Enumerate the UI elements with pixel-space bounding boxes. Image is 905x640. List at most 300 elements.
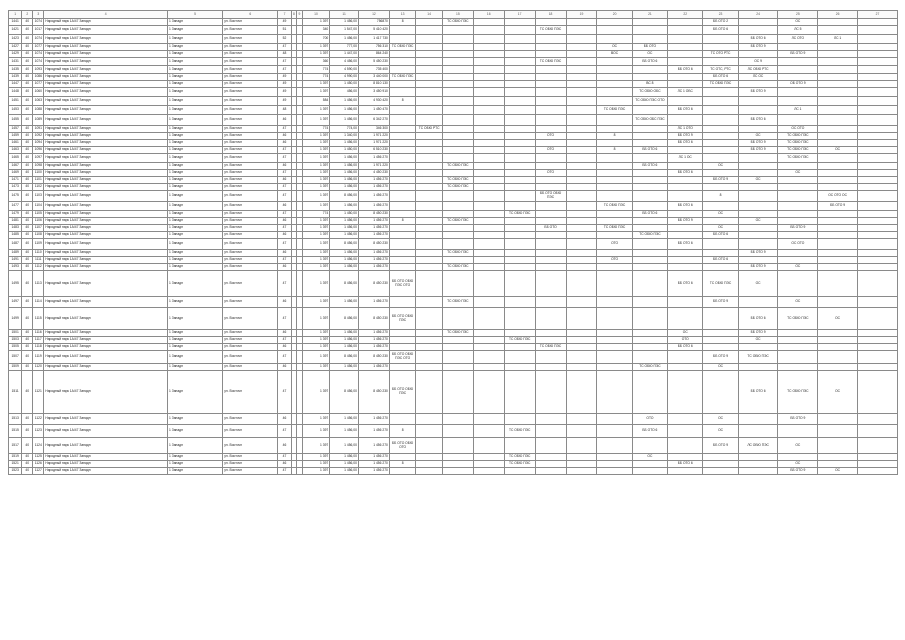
table-cell[interactable]: 1483 [9, 225, 22, 232]
table-cell[interactable]: 1 397 [302, 163, 330, 170]
table-cell[interactable] [566, 330, 597, 337]
table-cell[interactable] [442, 147, 473, 154]
table-cell[interactable]: ул. Восточн [223, 218, 278, 225]
table-cell[interactable] [818, 126, 858, 133]
table-cell[interactable] [597, 163, 632, 170]
table-cell[interactable]: ул. Восточн [223, 337, 278, 344]
table-cell[interactable]: 1 456,00 [330, 19, 359, 26]
table-cell[interactable]: 1501 [9, 330, 22, 337]
table-cell[interactable] [703, 330, 738, 337]
table-cell[interactable]: 1523 [9, 468, 22, 475]
table-cell[interactable]: 1 Западн [167, 88, 222, 97]
table-cell[interactable] [416, 364, 443, 371]
table-cell[interactable]: 1 Западн [167, 232, 222, 239]
table-cell[interactable]: 40 [22, 344, 33, 351]
table-cell[interactable]: ОТО [597, 257, 632, 264]
table-cell[interactable]: 1 456,00 [330, 154, 359, 163]
table-cell[interactable]: 47 [278, 184, 291, 191]
table-cell[interactable]: ул. Восточн [223, 126, 278, 133]
table-cell[interactable]: ОС [738, 177, 778, 184]
table-cell[interactable] [632, 264, 667, 271]
table-cell[interactable]: ОС [778, 19, 818, 26]
table-cell[interactable]: 1 456 270 [358, 330, 389, 337]
table-row[interactable] [9, 97, 898, 106]
table-row[interactable] [9, 170, 898, 177]
table-cell[interactable]: 1507 [9, 351, 22, 364]
table-cell[interactable] [857, 264, 897, 271]
table-cell[interactable] [818, 337, 858, 344]
table-cell[interactable]: ТС ОБЮ ОБС ПЭС [632, 115, 667, 126]
table-cell[interactable]: ББ ОТО [632, 44, 667, 51]
table-cell[interactable]: 1 456,00 [330, 140, 359, 147]
table-cell[interactable] [416, 58, 443, 66]
table-cell[interactable]: 1 397 [302, 51, 330, 58]
table-cell[interactable]: 1 397 [302, 147, 330, 154]
table-cell[interactable] [632, 271, 667, 297]
table-cell[interactable]: ул. Восточн [223, 170, 278, 177]
table-cell[interactable]: 1 Западн [167, 44, 222, 51]
table-cell[interactable] [703, 337, 738, 344]
table-cell[interactable]: 1 456,00 [330, 163, 359, 170]
table-cell[interactable] [597, 271, 632, 297]
table-cell[interactable]: ТС ОБЮ РТС [416, 126, 443, 133]
table-cell[interactable]: 1 456,00 [330, 264, 359, 271]
table-cell[interactable]: ул. Восточн [223, 371, 278, 414]
table-cell[interactable]: 1 397 [302, 438, 330, 454]
table-cell[interactable] [738, 232, 778, 239]
table-row[interactable] [9, 133, 898, 140]
table-cell[interactable]: 4 456,00 [330, 58, 359, 66]
table-cell[interactable] [535, 184, 566, 191]
table-cell[interactable]: 1 Западн [167, 170, 222, 177]
table-cell[interactable]: ул. Восточн [223, 51, 278, 58]
table-cell[interactable]: 1 397 [302, 364, 330, 371]
table-cell[interactable]: 46 [278, 163, 291, 170]
table-cell[interactable] [703, 202, 738, 211]
table-cell[interactable] [442, 211, 473, 218]
table-cell[interactable] [389, 211, 416, 218]
table-row[interactable] [9, 191, 898, 202]
table-cell[interactable]: 40 [22, 147, 33, 154]
column-header[interactable]: 2 [22, 11, 33, 19]
table-row[interactable] [9, 271, 898, 297]
table-cell[interactable] [566, 468, 597, 475]
table-cell[interactable] [818, 211, 858, 218]
table-cell[interactable] [566, 44, 597, 51]
table-cell[interactable] [818, 140, 858, 147]
table-cell[interactable]: ул. Восточн [223, 81, 278, 88]
table-cell[interactable] [504, 177, 535, 184]
table-cell[interactable] [818, 218, 858, 225]
table-cell[interactable]: 1 397 [302, 371, 330, 414]
table-cell[interactable] [504, 232, 535, 239]
table-cell[interactable]: 1451 [9, 97, 22, 106]
table-cell[interactable] [857, 371, 897, 414]
table-cell[interactable]: ББ ОТО 6 [738, 35, 778, 44]
table-cell[interactable]: ББ ОТО 9 [778, 468, 818, 475]
table-cell[interactable]: 1124 [33, 438, 44, 454]
table-cell[interactable] [818, 438, 858, 454]
table-cell[interactable]: ББ ОТО 6 [632, 425, 667, 438]
table-cell[interactable] [389, 26, 416, 35]
table-cell[interactable] [597, 414, 632, 425]
table-cell[interactable] [632, 330, 667, 337]
table-cell[interactable] [818, 264, 858, 271]
table-cell[interactable]: ТС ОБЮ ПЭС [442, 163, 473, 170]
table-cell[interactable]: 40 [22, 88, 33, 97]
table-cell[interactable]: ОС [738, 218, 778, 225]
table-cell[interactable]: 3 440 000 [358, 74, 389, 81]
table-row[interactable] [9, 232, 898, 239]
table-cell[interactable]: ул. Восточн [223, 330, 278, 337]
table-cell[interactable]: ТС ОБЮ ПЭС [442, 264, 473, 271]
table-row[interactable] [9, 147, 898, 154]
table-cell[interactable]: ОС [818, 308, 858, 330]
table-cell[interactable]: 1110 [33, 250, 44, 257]
table-cell[interactable] [857, 163, 897, 170]
table-cell[interactable] [703, 468, 738, 475]
table-cell[interactable]: ТС ОБЮ ПЭС [778, 140, 818, 147]
table-cell[interactable] [416, 154, 443, 163]
table-cell[interactable]: 1 456 270 [358, 344, 389, 351]
table-cell[interactable] [597, 115, 632, 126]
table-cell[interactable] [597, 58, 632, 66]
table-cell[interactable]: Народный парк 1А/47 Западн [44, 330, 168, 337]
table-cell[interactable]: 40 [22, 26, 33, 35]
table-cell[interactable] [632, 468, 667, 475]
table-cell[interactable]: 1461 [9, 140, 22, 147]
table-cell[interactable] [818, 97, 858, 106]
table-cell[interactable]: ББ ОТО 6 [703, 74, 738, 81]
table-cell[interactable] [778, 232, 818, 239]
table-cell[interactable] [416, 438, 443, 454]
table-cell[interactable]: 1 971 220 [358, 133, 389, 140]
table-cell[interactable]: Народный парк 1А/47 Западн [44, 351, 168, 364]
table-cell[interactable] [668, 184, 703, 191]
table-cell[interactable]: ББ ОТО 9 [778, 51, 818, 58]
table-cell[interactable] [504, 106, 535, 115]
table-cell[interactable]: 1115 [33, 308, 44, 330]
table-cell[interactable]: Народный парк 1А/47 Западн [44, 74, 168, 81]
table-row[interactable] [9, 351, 898, 364]
table-cell[interactable] [738, 468, 778, 475]
table-cell[interactable] [857, 133, 897, 140]
table-cell[interactable] [566, 239, 597, 250]
table-cell[interactable] [442, 371, 473, 414]
table-cell[interactable] [597, 425, 632, 438]
table-cell[interactable] [416, 337, 443, 344]
table-cell[interactable]: ТС ОБЮ ПЭС [442, 184, 473, 191]
table-cell[interactable]: 47 [278, 425, 291, 438]
table-cell[interactable]: 1 397 [302, 218, 330, 225]
table-cell[interactable]: Народный парк 1А/47 Западн [44, 163, 168, 170]
table-cell[interactable]: 1103 [33, 191, 44, 202]
table-cell[interactable] [632, 344, 667, 351]
table-cell[interactable] [597, 81, 632, 88]
table-cell[interactable] [442, 351, 473, 364]
table-cell[interactable]: Народный парк 1А/47 Западн [44, 66, 168, 74]
table-cell[interactable] [416, 425, 443, 438]
table-cell[interactable] [566, 454, 597, 461]
table-cell[interactable]: 1481 [9, 218, 22, 225]
table-cell[interactable] [504, 133, 535, 140]
table-cell[interactable]: ул. Восточн [223, 239, 278, 250]
table-cell[interactable]: 1 Западн [167, 163, 222, 170]
table-cell[interactable] [818, 414, 858, 425]
column-header[interactable]: 15 [442, 11, 473, 19]
table-cell[interactable] [504, 163, 535, 170]
table-cell[interactable] [442, 170, 473, 177]
table-cell[interactable] [442, 97, 473, 106]
table-cell[interactable]: 1 397 [302, 330, 330, 337]
table-cell[interactable] [632, 371, 667, 414]
table-cell[interactable] [632, 140, 667, 147]
table-cell[interactable]: 40 [22, 115, 33, 126]
table-cell[interactable] [566, 177, 597, 184]
table-cell[interactable] [818, 461, 858, 468]
table-cell[interactable] [504, 97, 535, 106]
table-cell[interactable] [597, 330, 632, 337]
table-cell[interactable] [703, 133, 738, 140]
table-cell[interactable]: ул. Восточн [223, 191, 278, 202]
table-cell[interactable] [535, 468, 566, 475]
table-cell[interactable]: 1491 [9, 257, 22, 264]
table-cell[interactable]: ЛС 5 [778, 26, 818, 35]
table-cell[interactable] [473, 468, 504, 475]
table-cell[interactable]: ул. Восточн [223, 26, 278, 35]
table-cell[interactable] [504, 44, 535, 51]
table-cell[interactable]: ул. Восточн [223, 133, 278, 140]
table-cell[interactable]: 1116 [33, 330, 44, 337]
table-cell[interactable] [632, 239, 667, 250]
table-cell[interactable] [473, 337, 504, 344]
table-cell[interactable] [818, 271, 858, 297]
table-cell[interactable]: 8 450 230 [358, 211, 389, 218]
table-cell[interactable]: 1 Западн [167, 218, 222, 225]
table-cell[interactable] [818, 177, 858, 184]
table-cell[interactable] [738, 154, 778, 163]
table-cell[interactable] [818, 454, 858, 461]
table-cell[interactable]: ББ ОТО 9 [703, 351, 738, 364]
table-cell[interactable] [597, 364, 632, 371]
table-cell[interactable]: 1 456,00 [330, 218, 359, 225]
table-cell[interactable]: 1063 [33, 97, 44, 106]
table-cell[interactable] [738, 106, 778, 115]
table-cell[interactable] [632, 66, 667, 74]
table-cell[interactable]: ББ ОТО 6 [632, 163, 667, 170]
table-cell[interactable]: 1 397 [302, 225, 330, 232]
table-cell[interactable]: 777,00 [330, 44, 359, 51]
table-cell[interactable]: 1 397 [302, 191, 330, 202]
table-cell[interactable] [442, 51, 473, 58]
table-cell[interactable]: 1519 [9, 454, 22, 461]
table-row[interactable] [9, 211, 898, 218]
table-cell[interactable] [857, 225, 897, 232]
table-cell[interactable] [566, 232, 597, 239]
table-cell[interactable]: Народный парк 1А/47 Западн [44, 44, 168, 51]
table-cell[interactable] [416, 202, 443, 211]
table-cell[interactable]: ул. Восточн [223, 184, 278, 191]
table-cell[interactable] [504, 308, 535, 330]
table-cell[interactable] [632, 351, 667, 364]
table-cell[interactable] [535, 425, 566, 438]
table-cell[interactable] [668, 44, 703, 51]
table-cell[interactable]: 1 397 [302, 468, 330, 475]
table-cell[interactable]: 1 450,00 [330, 147, 359, 154]
table-cell[interactable] [778, 184, 818, 191]
table-cell[interactable]: ОС ОТО [778, 239, 818, 250]
table-cell[interactable]: 1060 [33, 88, 44, 97]
table-cell[interactable]: 1098 [33, 163, 44, 170]
table-cell[interactable]: ББ ОТО ОБЮ ПЭС ОТО [389, 351, 416, 364]
table-cell[interactable] [818, 239, 858, 250]
table-cell[interactable] [738, 225, 778, 232]
table-cell[interactable]: 1495 [9, 271, 22, 297]
table-cell[interactable]: 1 Западн [167, 184, 222, 191]
table-cell[interactable]: ББ ОТО 6 [668, 461, 703, 468]
table-cell[interactable]: 1479 [9, 211, 22, 218]
column-header[interactable]: 3 [33, 11, 44, 19]
table-cell[interactable] [703, 239, 738, 250]
table-cell[interactable]: 46 [278, 344, 291, 351]
table-cell[interactable]: 40 [22, 19, 33, 26]
table-cell[interactable]: 1 456,00 [330, 97, 359, 106]
table-cell[interactable]: ОС [632, 51, 667, 58]
table-cell[interactable] [566, 81, 597, 88]
table-cell[interactable]: 1 397 [302, 133, 330, 140]
table-cell[interactable]: 1077 [33, 44, 44, 51]
table-cell[interactable]: 1 Западн [167, 126, 222, 133]
table-cell[interactable] [473, 126, 504, 133]
table-cell[interactable]: 40 [22, 461, 33, 468]
table-cell[interactable]: Народный парк 1А/47 Западн [44, 232, 168, 239]
table-cell[interactable] [597, 218, 632, 225]
table-cell[interactable]: 1503 [9, 337, 22, 344]
table-cell[interactable]: 52 [278, 35, 291, 44]
table-cell[interactable] [597, 170, 632, 177]
table-cell[interactable] [668, 468, 703, 475]
table-cell[interactable]: 8 [597, 133, 632, 140]
table-cell[interactable] [566, 88, 597, 97]
table-cell[interactable]: ЛС ОС [738, 74, 778, 81]
table-cell[interactable]: 8 456,00 [330, 308, 359, 330]
table-cell[interactable] [668, 177, 703, 184]
table-cell[interactable]: ТС ОБЮ ПЭС [442, 19, 473, 26]
table-cell[interactable]: 49 [278, 74, 291, 81]
table-cell[interactable]: 40 [22, 425, 33, 438]
table-cell[interactable]: ББ ОТО [535, 225, 566, 232]
table-cell[interactable]: 1453 [9, 106, 22, 115]
table-cell[interactable]: ОТО [535, 170, 566, 177]
table-cell[interactable] [738, 81, 778, 88]
table-cell[interactable]: 6 510 230 [358, 147, 389, 154]
table-row[interactable] [9, 154, 898, 163]
table-cell[interactable] [857, 44, 897, 51]
table-cell[interactable] [668, 297, 703, 308]
table-cell[interactable]: 46 [278, 364, 291, 371]
table-cell[interactable]: 4 990,00 [330, 74, 359, 81]
table-cell[interactable] [389, 66, 416, 74]
table-cell[interactable] [632, 74, 667, 81]
table-cell[interactable] [535, 271, 566, 297]
table-cell[interactable] [778, 66, 818, 74]
table-cell[interactable] [738, 344, 778, 351]
table-row[interactable] [9, 44, 898, 51]
table-cell[interactable]: ЛС 1 ОС [668, 154, 703, 163]
table-cell[interactable] [442, 344, 473, 351]
table-cell[interactable]: 1 Западн [167, 66, 222, 74]
table-cell[interactable] [442, 154, 473, 163]
table-cell[interactable] [389, 297, 416, 308]
table-cell[interactable]: ББ ОТО 9 [738, 250, 778, 257]
table-cell[interactable]: 1 Западн [167, 81, 222, 88]
column-header[interactable]: 17 [504, 11, 535, 19]
table-cell[interactable]: ул. Восточн [223, 97, 278, 106]
table-cell[interactable] [473, 115, 504, 126]
table-cell[interactable] [566, 211, 597, 218]
table-cell[interactable] [504, 115, 535, 126]
table-cell[interactable] [597, 232, 632, 239]
table-cell[interactable]: 46 [278, 133, 291, 140]
table-cell[interactable] [389, 454, 416, 461]
table-cell[interactable] [473, 425, 504, 438]
table-cell[interactable] [668, 257, 703, 264]
table-cell[interactable] [473, 184, 504, 191]
table-cell[interactable]: Народный парк 1А/47 Западн [44, 133, 168, 140]
table-cell[interactable]: 1 Западн [167, 438, 222, 454]
table-cell[interactable]: ул. Восточн [223, 414, 278, 425]
table-cell[interactable]: ББ ОТО 9 [738, 44, 778, 51]
table-cell[interactable]: ББ ОТО 9 [703, 438, 738, 454]
table-cell[interactable]: 1 456 270 [358, 264, 389, 271]
table-cell[interactable]: 1515 [9, 425, 22, 438]
table-cell[interactable]: 1 456 270 [358, 337, 389, 344]
table-cell[interactable] [389, 337, 416, 344]
table-cell[interactable] [668, 19, 703, 26]
table-cell[interactable]: 1 447,00 [330, 51, 359, 58]
table-cell[interactable] [566, 351, 597, 364]
table-cell[interactable]: 1 Западн [167, 454, 222, 461]
table-cell[interactable] [416, 66, 443, 74]
table-cell[interactable]: 1 397 [302, 344, 330, 351]
table-cell[interactable]: 1 456,00 [330, 115, 359, 126]
table-cell[interactable]: 1 397 [302, 425, 330, 438]
table-cell[interactable]: 1113 [33, 271, 44, 297]
table-cell[interactable] [389, 35, 416, 44]
table-cell[interactable]: 46 [278, 297, 291, 308]
table-cell[interactable] [668, 250, 703, 257]
table-cell[interactable]: 1487 [9, 239, 22, 250]
table-cell[interactable]: 1427 [9, 44, 22, 51]
table-cell[interactable]: 774 [302, 126, 330, 133]
table-cell[interactable]: 1107 [33, 225, 44, 232]
table-cell[interactable] [442, 454, 473, 461]
table-cell[interactable]: ул. Восточн [223, 250, 278, 257]
table-cell[interactable]: ул. Восточн [223, 438, 278, 454]
table-cell[interactable] [857, 330, 897, 337]
column-header[interactable]: 26 [818, 11, 858, 19]
table-cell[interactable]: 1 456,00 [330, 438, 359, 454]
table-cell[interactable]: 8 456,00 [330, 351, 359, 364]
table-cell[interactable] [416, 133, 443, 140]
table-cell[interactable] [535, 454, 566, 461]
table-cell[interactable] [668, 51, 703, 58]
table-cell[interactable]: 1 456 270 [358, 257, 389, 264]
table-cell[interactable]: ББ ОТО 9 [703, 177, 738, 184]
table-cell[interactable] [389, 126, 416, 133]
table-cell[interactable] [473, 239, 504, 250]
table-cell[interactable]: 1511 [9, 371, 22, 414]
